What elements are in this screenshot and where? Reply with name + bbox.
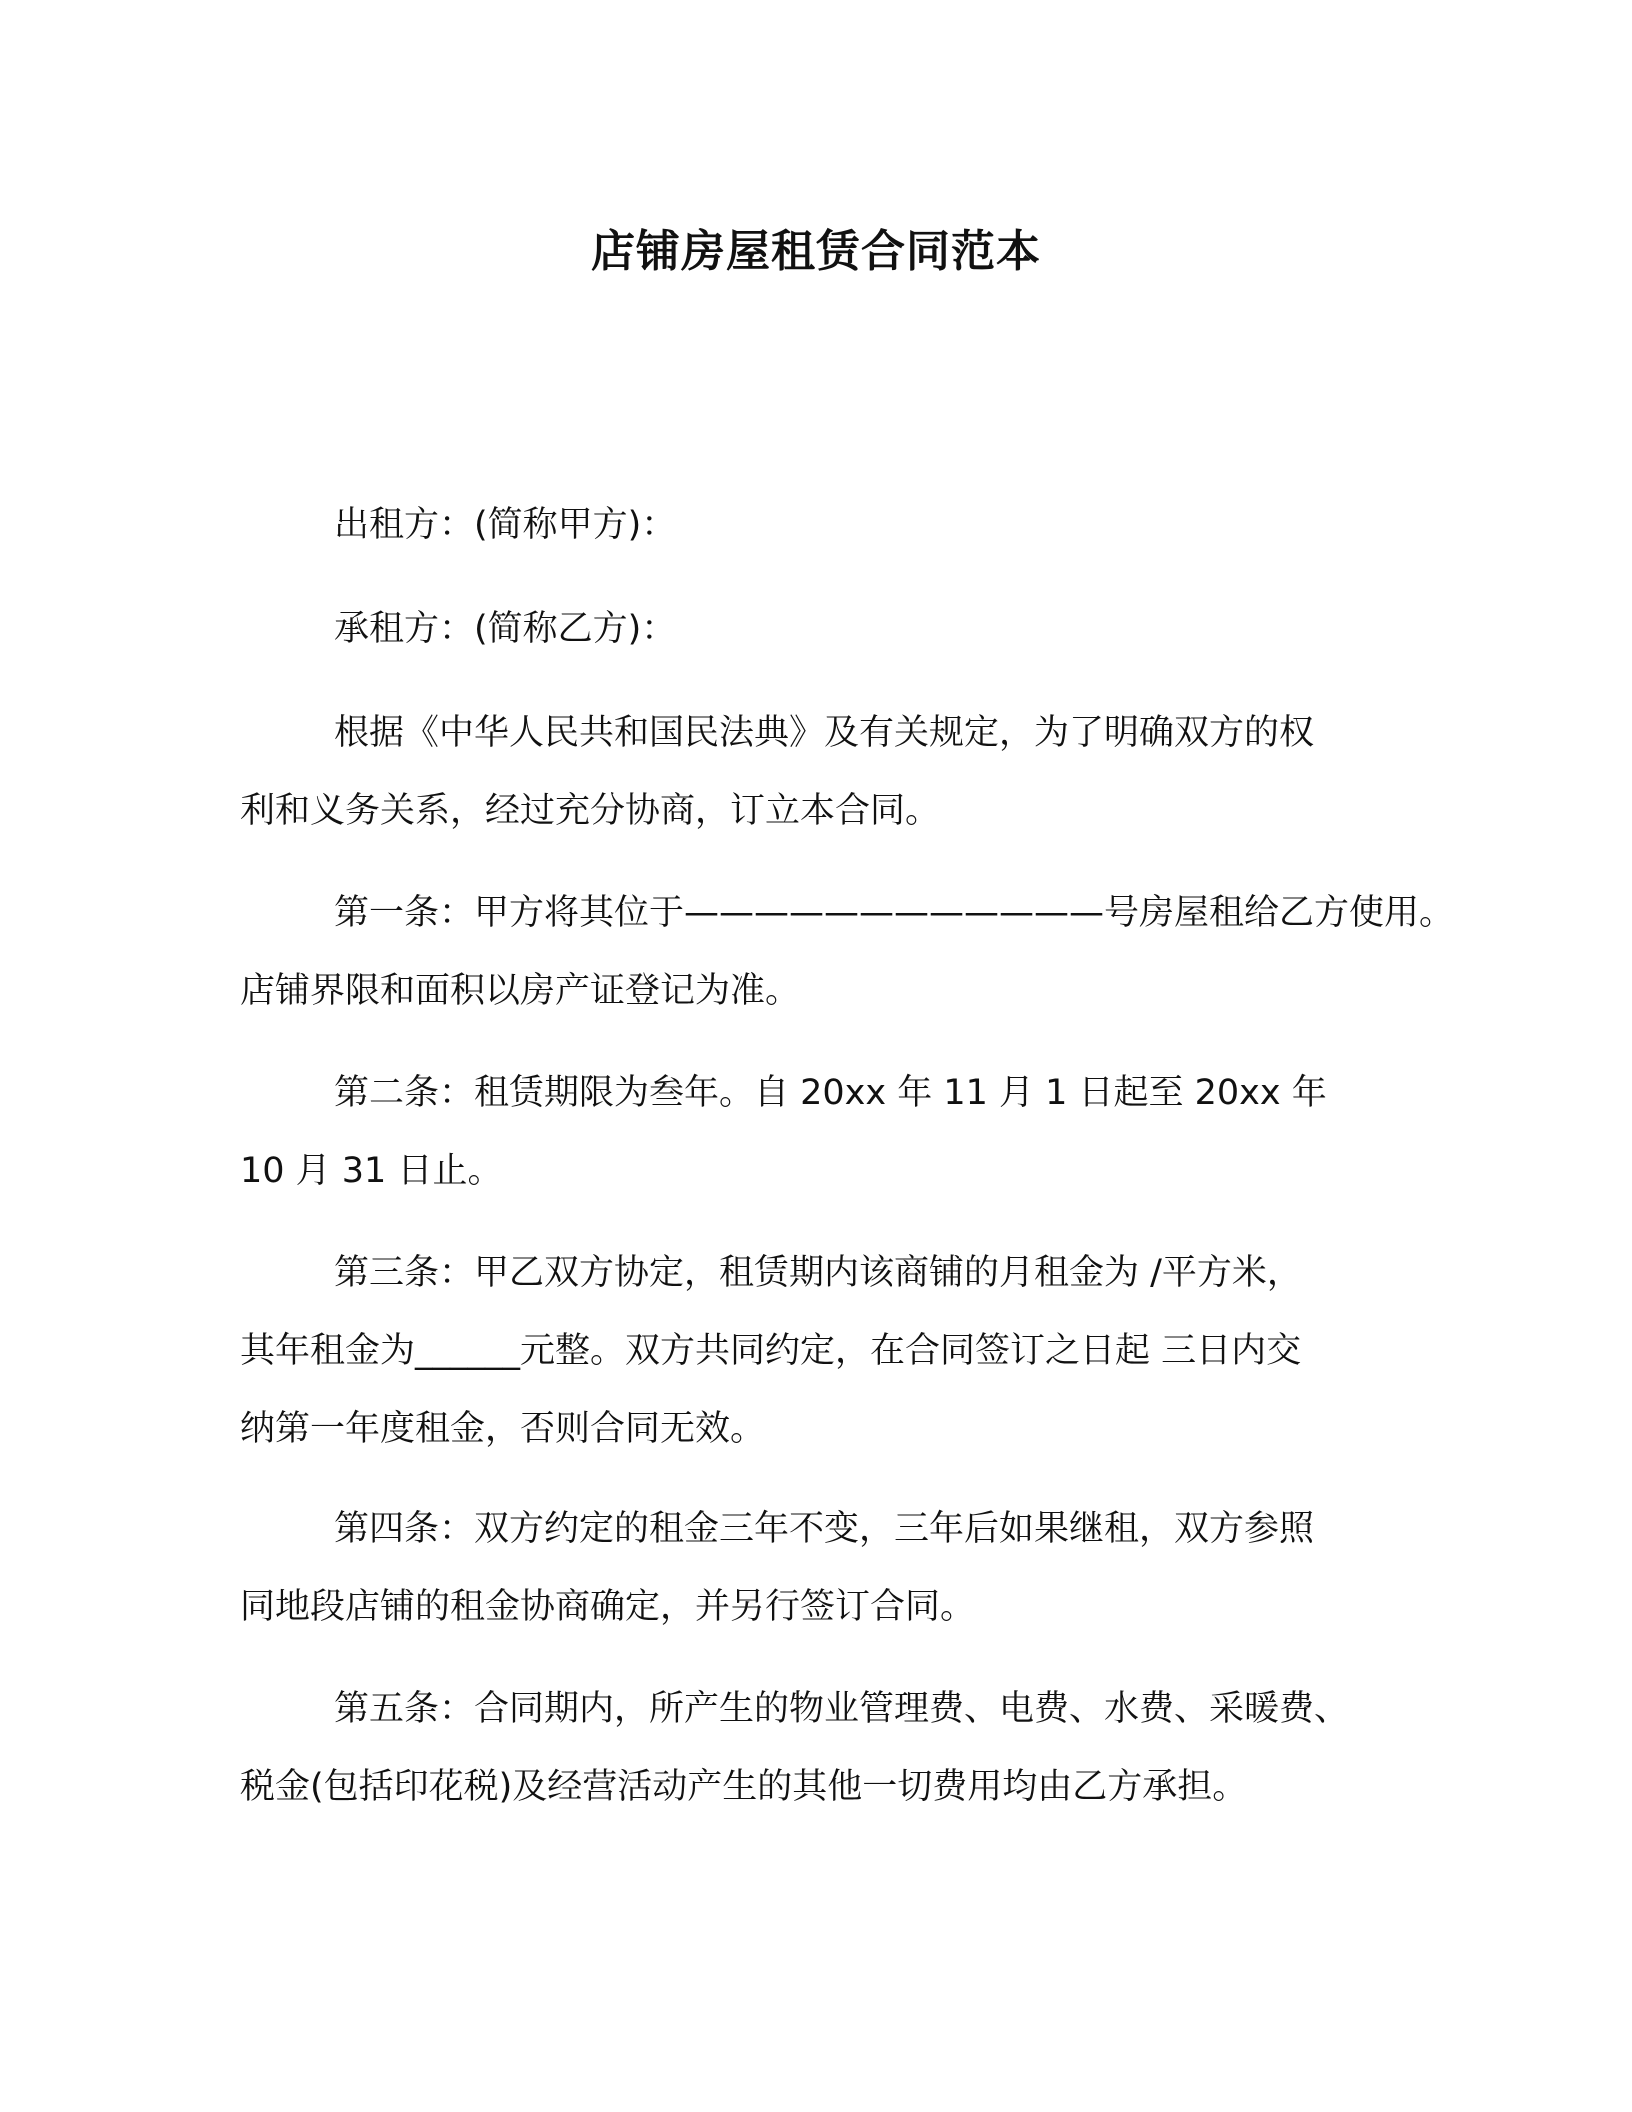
paragraph-line: 根据《中华人民共和国民法典》及有关规定，为了明确双方的权 — [334, 713, 1315, 753]
paragraph-line: 其年租金为______元整。双方共同约定，在合同签订之日起 三日内交 — [240, 1331, 1302, 1371]
paragraph-line: 第三条：甲乙双方协定，租赁期内该商铺的月租金为 /平方米， — [334, 1253, 1302, 1293]
paragraph-line: 出租方：(简称甲方)： — [334, 505, 677, 545]
paragraph-line: 第五条：合同期内，所产生的物业管理费、电费、水费、采暖费、 — [334, 1689, 1350, 1729]
paragraph-line: 纳第一年度租金，否则合同无效。 — [240, 1409, 766, 1449]
paragraph-line: 承租方：(简称乙方)： — [334, 609, 677, 649]
paragraph-line: 第二条：租赁期限为叁年。自 20xx 年 11 月 1 日起至 20xx 年 — [334, 1073, 1327, 1113]
paragraph-line: 第一条：甲方将其位于————————————号房屋租给乙方使用。 — [334, 893, 1455, 933]
lessor-line — [240, 486, 1400, 564]
document-title: 店铺房屋租赁合同范本 — [591, 226, 1041, 277]
paragraph-line: 同地段店铺的租金协商确定，并另行签订合同。 — [240, 1587, 976, 1627]
paragraph-line: 利和义务关系，经过充分协商，订立本合同。 — [240, 791, 941, 831]
paragraph-line: 税金(包括印花税)及经营活动产生的其他一切费用均由乙方承担。 — [240, 1767, 1248, 1807]
article-3 — [240, 1234, 1400, 1468]
lessee-line — [240, 590, 1400, 668]
article-1 — [240, 874, 1455, 1030]
paragraph-line: 第四条：双方约定的租金三年不变，三年后如果继租，双方参照 — [334, 1509, 1315, 1549]
article-5 — [240, 1670, 1400, 1826]
article-2 — [240, 1054, 1400, 1210]
paragraph-line: 10 月 31 日止。 — [240, 1151, 503, 1191]
preamble-paragraph — [240, 694, 1400, 850]
paragraph-line: 店铺界限和面积以房产证登记为准。 — [240, 971, 801, 1011]
article-4 — [240, 1490, 1400, 1646]
